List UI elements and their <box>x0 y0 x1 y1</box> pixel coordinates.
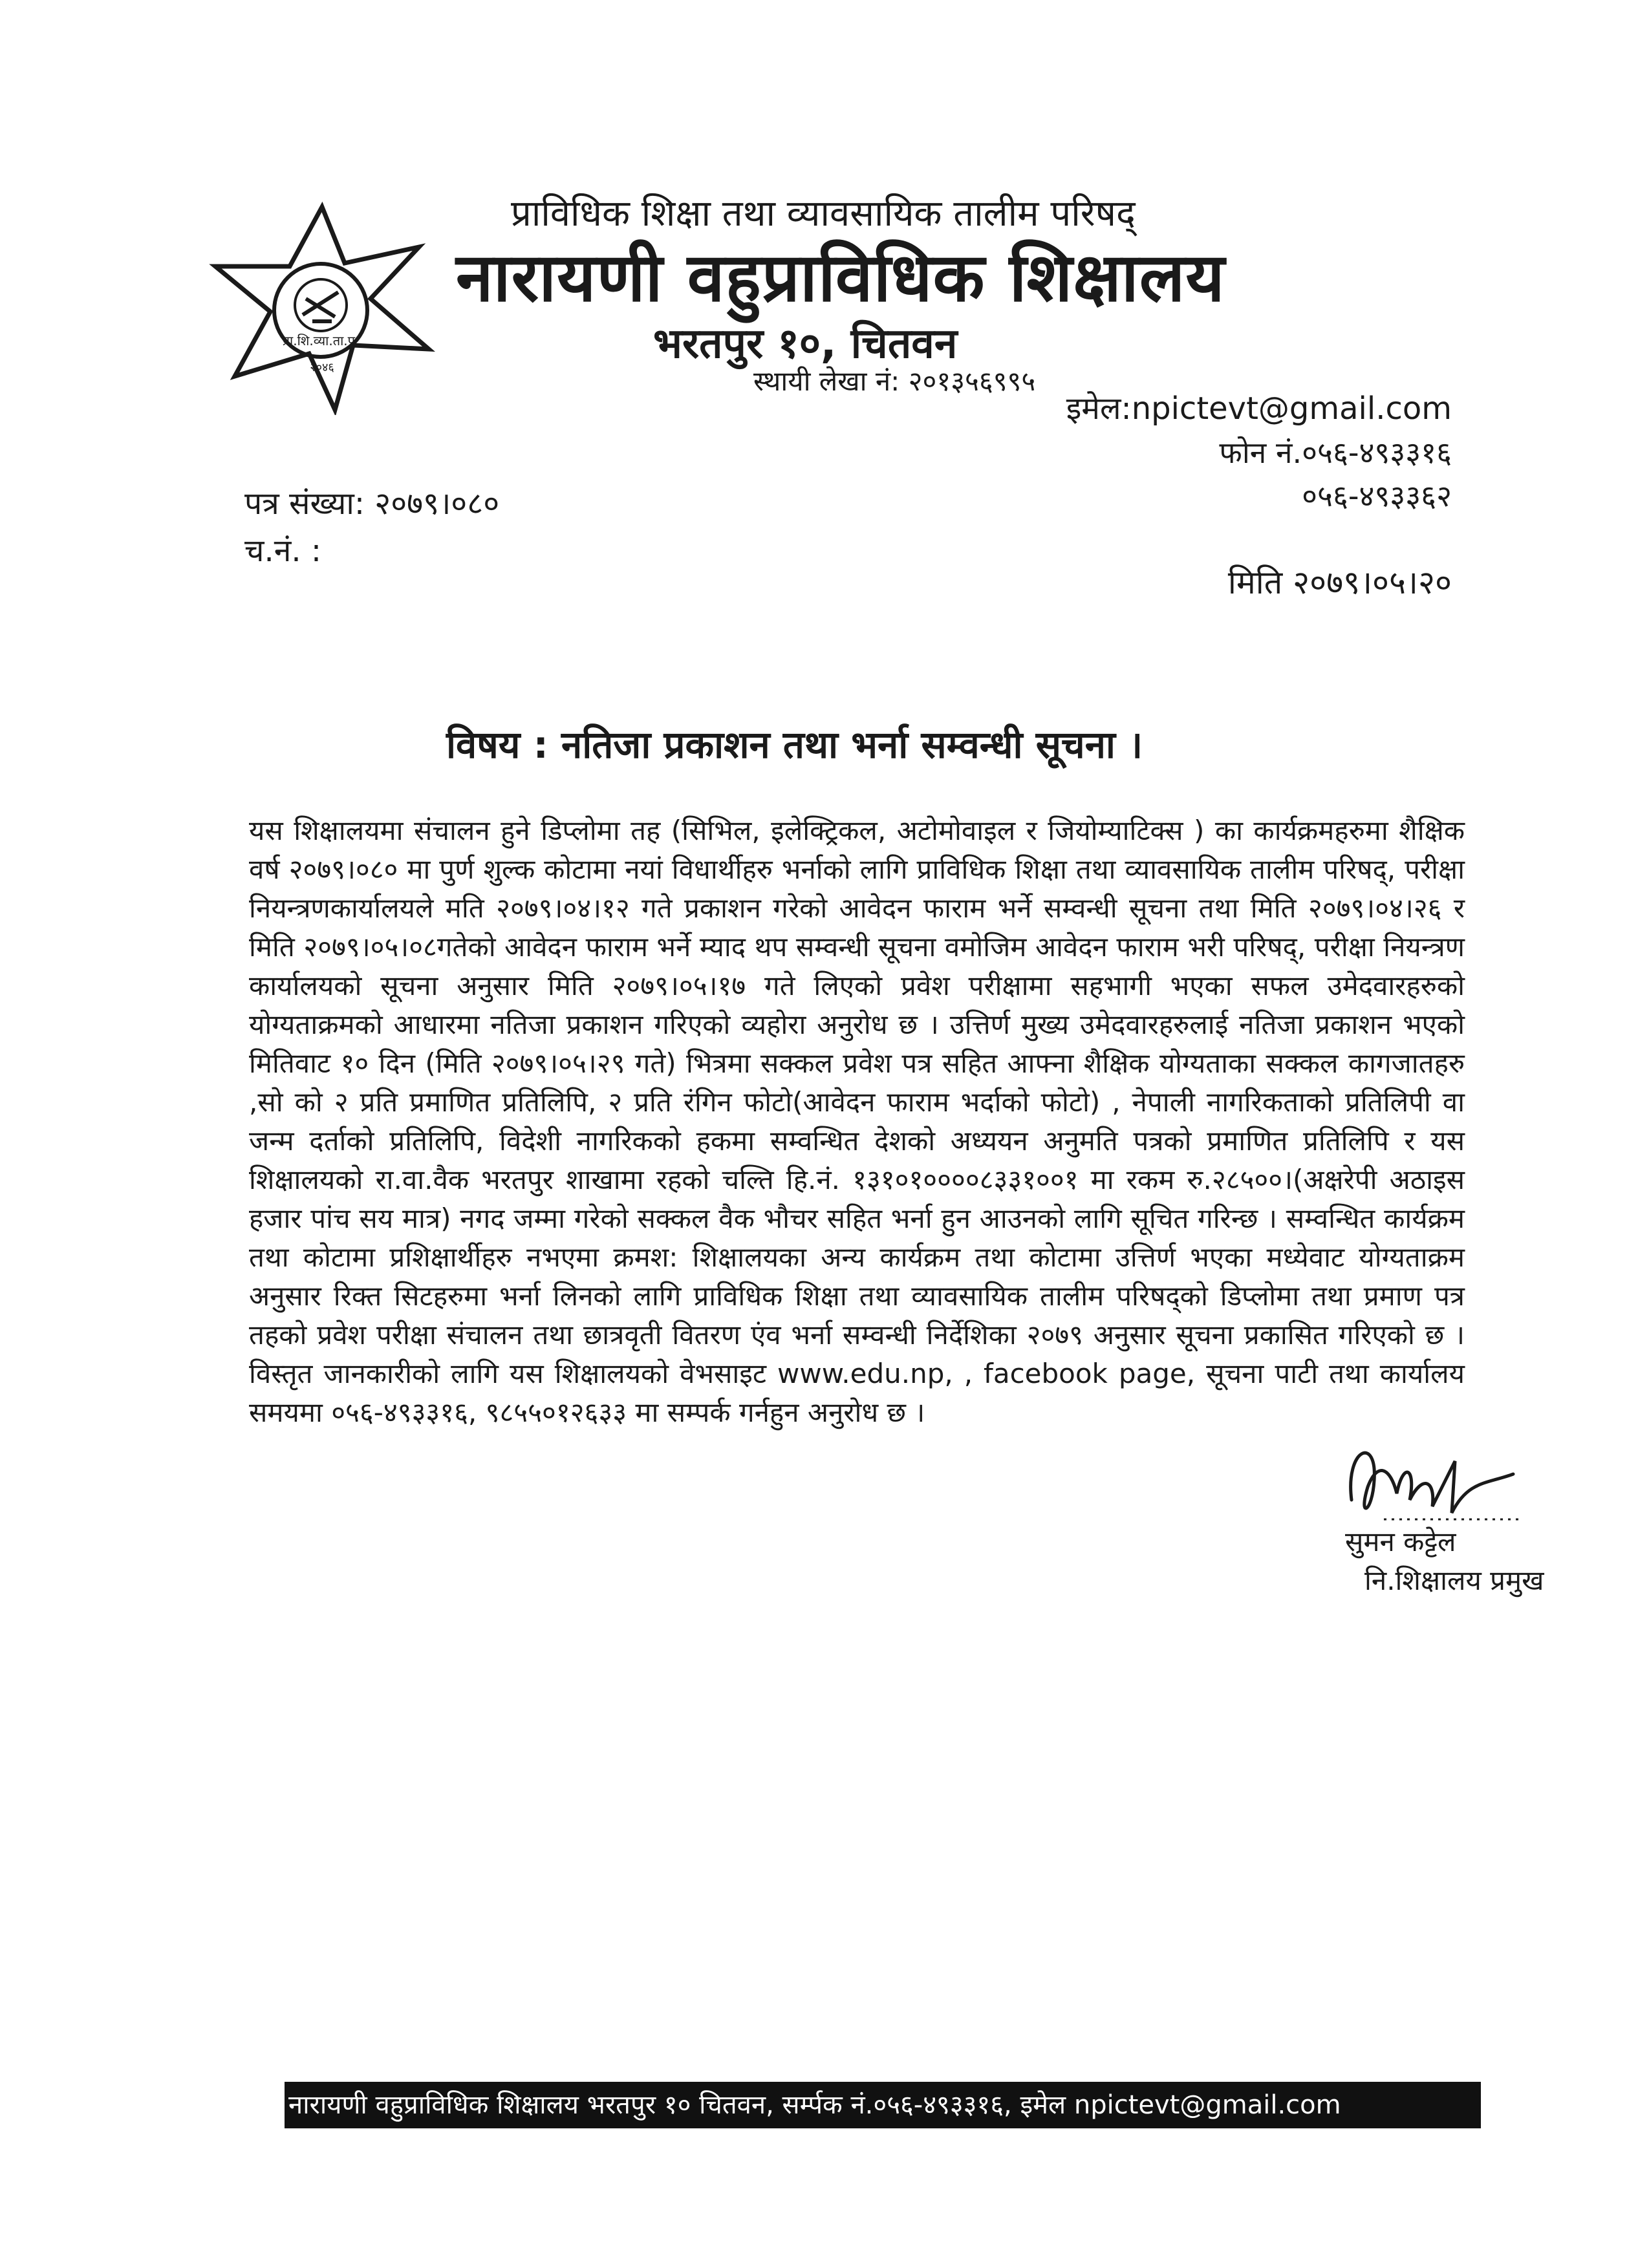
pan-number: स्थायी लेखा नं: २०१३५६९९५ <box>753 365 1036 397</box>
contact-phone-primary: फोन नं.०५६-४९३३१६ <box>1219 435 1452 470</box>
notice-body: यस शिक्षालयमा संचालन हुने डिप्लोमा तह (सिभिल, इलेक्ट्रिकल, अटोमोवाइल र जियोम्याटिक्स ) का कार्यक्रमहरुमा शैक्षिक वर्ष २०७९।०८० मा पुर्ण शुल्क कोटामा नयां विधार्थीहरु भर्नाको लागि प्राविधिक शिक्षा तथा व्यावसायिक तालीम परिषद्, परीक्षा नियन्त्रणकार्यालयले मति २०७९।०४।१२ गते प्रकाशन गरेको आवेदन फाराम भर्ने सम्वन्धी सूचना तथा मिति २०७९।०४।२६ र मिति २०७९।०५।०८गतेको आवेदन फाराम भर्ने म्याद थप सम्वन्धी सूचना वमोजिम आवेदन फाराम भरी परिषद्, परीक्षा नियन्त्रण कार्यालयको सूचना अनुसार मिति २०७९।०५।१७ गते लिएको प्रवेश परीक्षामा सहभागी भएका सफल उमेदवारहरुको योग्यताक्रमको आधारमा नतिजा प्रकाशन गरिएको व्यहोरा अनुरोध छ । उत्तिर्ण मुख्य उमेदवारहरुलाई नतिजा प्रकाशन भएको मितिवाट १० दिन (मिति २०७९।०५।२९ गते) भित्रमा सक्कल प्रवेश पत्र सहित आफ्ना शैक्षिक योग्यताका सक्कल कागजातहरु ,सो को २ प्रति प्रमाणित प्रतिलिपि, २ प्रति रंगिन फोटो(आवेदन फाराम भर्दाको फोटो) , नेपाली नागरिकताको प्रतिलिपी वा जन्म दर्ताको प्रतिलिपि, विदेशी नागरिकको हकमा सम्वन्धित देशको अध्ययन अनुमति पत्रको प्रमाणित प्रतिलिपि र यस शिक्षालयको रा.वा.वैक भरतपुर शाखामा रहको चल्ति हि.नं. १३१०१००००८३३१००१ मा रकम रु.२८५००।(अक्षरेपी अठाइस हजार पांच सय मात्र) नगद जम्मा गरेको सक्कल वैक भौचर सहित भर्ना हुन आउनको लागि सूचित गरिन्छ । सम्वन्धित कार्यक्रम तथा कोटामा प्रशिक्षार्थीहरु नभएमा क्रमश: शिक्षालयका अन्य कार्यक्रम तथा कोटामा उत्तिर्ण भएका मध्येवाट योग्यताक्रम अनुसार रिक्त सिटहरुमा भर्ना लिनको लागि प्राविधिक शिक्षा तथा व्यावसायिक तालीम परिषद्को डिप्लोमा तथा प्रमाण पत्र तहको प्रवेश परीक्षा संचालन तथा छात्रवृती वितरण एंव भर्ना सम्वन्धी निर्देशिका २०७९ अनुसार सूचना प्रकासित गरिएको छ । विस्तृत जानकारीको लागि यस शिक्षालयको वेभसाइट www.edu.np, , facebook page, सूचना पाटी तथा कार्यालय समयमा ०५६-४९३३१६, ९८५५०१२६३३ मा सम्पर्क गर्नहुन अनुरोध छ । <box>249 815 1465 1428</box>
emblem-text-top: प्रा.शि.व्या.ता.प. <box>282 333 360 348</box>
dispatch-number: च.नं. : <box>244 533 322 569</box>
signatory-title: नि.शिक्षालय प्रमुख <box>1364 1565 1544 1596</box>
contact-email: इमेल:npictevt@gmail.com <box>1066 390 1452 427</box>
emblem-logo <box>206 202 438 415</box>
emblem-text-bottom: २०४६ <box>310 361 334 374</box>
letter-date: मिति २०७९।०५।२० <box>1227 564 1452 601</box>
council-name: प्राविधिक शिक्षा तथा व्यावसायिक तालीम परिषद् <box>511 193 1136 235</box>
college-name: नारायणी वहुप्राविधिक शिक्षालय <box>456 238 1225 317</box>
signatory-name: सुमन कट्टेल <box>1345 1526 1456 1557</box>
emblem-tools-icon <box>303 292 338 321</box>
notice-subject: विषय : नतिजा प्रकाशन तथा भर्ना सम्वन्धी सूचना । <box>446 723 1143 767</box>
footer-contact-band: नारायणी वहुप्राविधिक शिक्षालय भरतपुर १० चितवन, सर्म्पक नं.०५६-४९३३१६, इमेल npictevt@gmail.com <box>285 2082 1481 2128</box>
contact-phone-secondary: ०५६-४९३३६२ <box>1302 478 1452 513</box>
reference-number: पत्र संख्या: २०७९।०८० <box>244 486 500 522</box>
college-address: भरतपुर १०, चितवन <box>653 320 958 368</box>
